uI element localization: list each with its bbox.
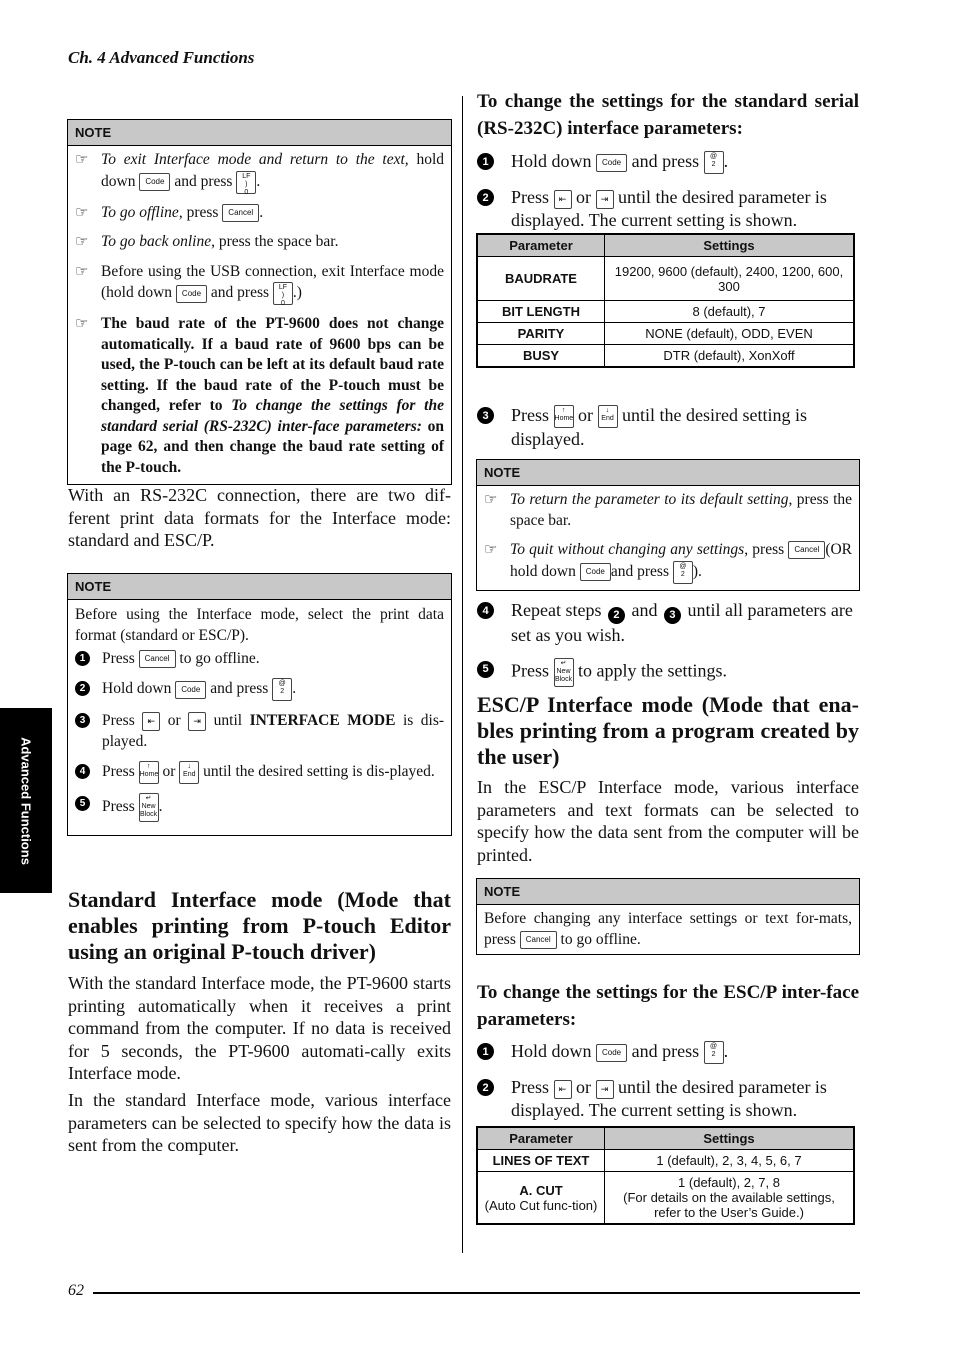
table-header: Parameter xyxy=(477,234,605,257)
cancel-key-icon: Cancel xyxy=(139,650,176,668)
note-item: ☞ To return the parameter to its default setting, press the space bar. xyxy=(484,490,852,531)
end-key-icon: ↓ End xyxy=(179,761,199,784)
rs232c-step-3 xyxy=(477,404,859,462)
table-row: LINES OF TEXT 1 (default), 2, 3, 4, 5, 6, 7 xyxy=(477,1150,854,1172)
note-item: ☞ To exit Interface mode and return to the text, hold down Code and press LF ) 0. xyxy=(75,151,444,196)
step-item: 1 Hold down Code and press @ 2 . xyxy=(477,150,859,174)
paragraph-escp-mode: In the ESC/P Interface mode, various interface parameters and text formats can be selected to specify how the data sent from the computer will be printed. xyxy=(477,777,859,865)
step-number: 4 xyxy=(477,602,494,619)
step-item: 2 Press ⇤ or ⇥ until the desired parameter is displayed. The current setting is shown. xyxy=(477,1076,859,1120)
step-item: 1 Hold down Code and press @ 2 . xyxy=(477,1040,859,1064)
cancel-key-icon: Cancel xyxy=(222,204,259,222)
step-item: 3 Press ⇤ or ⇥ until INTERFACE MODE is dis-played. xyxy=(75,710,444,752)
escp-steps xyxy=(477,1040,859,1133)
step-number: 1 xyxy=(75,651,90,666)
zero-key-icon: LF ) 0 xyxy=(236,171,256,194)
note-label: NOTE xyxy=(477,879,859,905)
step-number: 5 xyxy=(75,796,90,811)
table-header: Settings xyxy=(605,234,855,257)
code-key-icon: Code xyxy=(580,563,611,581)
table-row: BAUDRATE 19200, 9600 (default), 2400, 1200, 600, 300 xyxy=(477,257,854,301)
note-item: ☞ To go back online, press the space bar. xyxy=(75,232,444,253)
step-number: 4 xyxy=(75,764,90,779)
step-item: 2 Hold down Code and press @ 2 . xyxy=(75,678,444,701)
two-key-icon: @ 2 xyxy=(704,1041,724,1064)
pointing-hand-icon: ☞ xyxy=(75,263,89,280)
tab-right-key-icon: ⇥ xyxy=(596,1080,614,1099)
step-number: 3 xyxy=(477,407,494,424)
tab-left-key-icon: ⇤ xyxy=(554,1080,572,1099)
step-number: 5 xyxy=(477,661,494,678)
table-header: Parameter xyxy=(477,1127,605,1150)
note-box-select-format xyxy=(67,573,452,836)
escp-parameter-table xyxy=(476,1126,855,1225)
table-row: BIT LENGTH 8 (default), 7 xyxy=(477,301,854,323)
code-key-icon: Code xyxy=(139,173,170,191)
note-box-default-setting xyxy=(476,459,860,591)
paragraph-standard-mode: With the standard Interface mode, the PT-9600 starts printing automatically when it receives a print command from the computer. If no data is received for 5 seconds, the PT-9600 automati-cally exits Interface mode. xyxy=(68,973,451,1083)
heading-escp-settings: To change the settings for the ESC/P inter-face parameters: xyxy=(477,982,859,1030)
end-key-icon: ↓ End xyxy=(598,405,618,428)
page-number: 62 xyxy=(68,1282,84,1299)
home-key-icon: ↑ Home xyxy=(139,761,159,784)
step-item: 5 Press ↵ New Block to apply the settings. xyxy=(477,658,859,687)
step-ref-3: 3 xyxy=(664,607,681,624)
step-number: 1 xyxy=(477,1043,494,1060)
return-key-icon: ↵ New Block xyxy=(554,658,574,687)
note-item: ☞ To quit without changing any settings, press Cancel (OR hold down Code and press @ 2 ). xyxy=(484,540,852,584)
pointing-hand-icon: ☞ xyxy=(75,234,89,250)
side-tab xyxy=(0,708,52,893)
heading-standard-interface-mode: Standard Interface mode (Mode that enables printing from P-touch Editor using an original P-touch driver) xyxy=(68,887,451,964)
step-number: 1 xyxy=(477,153,494,170)
pointing-hand-icon: ☞ xyxy=(484,542,498,558)
note-item: ☞ The baud rate of the PT-9600 does not change automatically. If a baud rate of 9600 bps can be used, the P-touch can be left at its default baud rate setting. If the baud rate of the P-touch must be changed, refer to To change the settings for the standard serial (RS-232C) inter-face parameters: on page 62, and then change the baud rate setting of the P-touch. xyxy=(75,314,444,478)
code-key-icon: Code xyxy=(596,1044,627,1062)
rs232c-steps-4-5 xyxy=(477,599,859,699)
note-label: NOTE xyxy=(477,460,859,486)
zero-key-icon: LF ) 0 xyxy=(273,282,293,305)
chapter-header: Ch. 4 Advanced Functions xyxy=(68,48,255,67)
footer-rule xyxy=(93,1292,860,1294)
step-item: 5 Press ↵ New Block. xyxy=(75,793,444,822)
two-key-icon: @ 2 xyxy=(272,678,292,701)
note-box-interface-exit xyxy=(67,119,452,485)
home-key-icon: ↑ Home xyxy=(554,405,574,428)
note-label: NOTE xyxy=(68,574,451,600)
cancel-key-icon: Cancel xyxy=(520,931,557,949)
step-item: 1 Press Cancel to go offline. xyxy=(75,648,444,669)
code-key-icon: Code xyxy=(596,154,627,172)
step-ref-2: 2 xyxy=(608,607,625,624)
step-number: 3 xyxy=(75,713,90,728)
step-number: 2 xyxy=(75,681,90,696)
step-number: 2 xyxy=(477,189,494,206)
column-divider xyxy=(462,96,463,1253)
code-key-icon: Code xyxy=(176,285,207,303)
pointing-hand-icon: ☞ xyxy=(75,316,89,332)
paragraph-standard-parameters: In the standard Interface mode, various interface parameters can be selected to specify how the data is sent from the computer. xyxy=(68,1090,451,1155)
table-header: Settings xyxy=(605,1127,855,1150)
two-key-icon: @ 2 xyxy=(704,151,724,174)
heading-escp-interface-mode: ESC/P Interface mode (Mode that ena-bles printing from a program created by the user) xyxy=(477,692,859,769)
table-row: BUSY DTR (default), XonXoff xyxy=(477,345,854,368)
rs232c-parameter-table xyxy=(476,233,855,368)
step-item: 4 Press ↑ Home or ↓ End until the desired setting is dis-played. xyxy=(75,761,444,784)
step-item: 4 Repeat steps 2 and 3 until all parameters are set as you wish. xyxy=(477,599,859,646)
step-number: 2 xyxy=(477,1079,494,1096)
two-key-icon: @ 2 xyxy=(673,561,693,584)
table-row: PARITY NONE (default), ODD, EVEN xyxy=(477,323,854,345)
cancel-key-icon: Cancel xyxy=(788,541,825,559)
pointing-hand-icon: ☞ xyxy=(484,492,498,508)
tab-right-key-icon: ⇥ xyxy=(188,712,206,731)
step-item: 3 Press ↑ Home or ↓ End until the desired setting is displayed. xyxy=(477,404,859,450)
note-box-offline: NOTE Before changing any interface settings or text for-mats, press Cancel to go offline. xyxy=(476,878,860,955)
return-key-icon: ↵ New Block xyxy=(139,793,159,822)
note-item: ☞ To go offline, press Cancel . xyxy=(75,203,444,224)
side-tab-label: Advanced Functions xyxy=(18,736,34,865)
heading-rs232c-settings: To change the settings for the standard serial (RS-232C) interface parameters: xyxy=(477,91,859,139)
tab-right-key-icon: ⇥ xyxy=(596,190,614,209)
paragraph-print-formats: With an RS-232C connection, there are two dif-ferent print data formats for the Interface mode: standard and ESC/P. xyxy=(68,485,451,550)
note-item: ☞ Before using the USB connection, exit Interface mode (hold down Code and press LF ) 0.) xyxy=(75,262,444,307)
code-key-icon: Code xyxy=(175,681,206,699)
pointing-hand-icon: ☞ xyxy=(75,204,89,221)
step-item: 2 Press ⇤ or ⇥ until the desired parameter is displayed. The current setting is shown. xyxy=(477,186,859,230)
note-label: NOTE xyxy=(68,120,451,146)
table-row: A. CUT (Auto Cut func-tion) 1 (default), 2, 7, 8 (For details on the available settings, refer to the User’s Guide.) xyxy=(477,1172,854,1225)
tab-left-key-icon: ⇤ xyxy=(142,712,160,731)
pointing-hand-icon: ☞ xyxy=(75,152,89,168)
tab-left-key-icon: ⇤ xyxy=(554,190,572,209)
rs232c-steps xyxy=(477,150,859,243)
note-intro: Before using the Interface mode, select the print data format (standard or ESC/P). xyxy=(75,606,444,644)
